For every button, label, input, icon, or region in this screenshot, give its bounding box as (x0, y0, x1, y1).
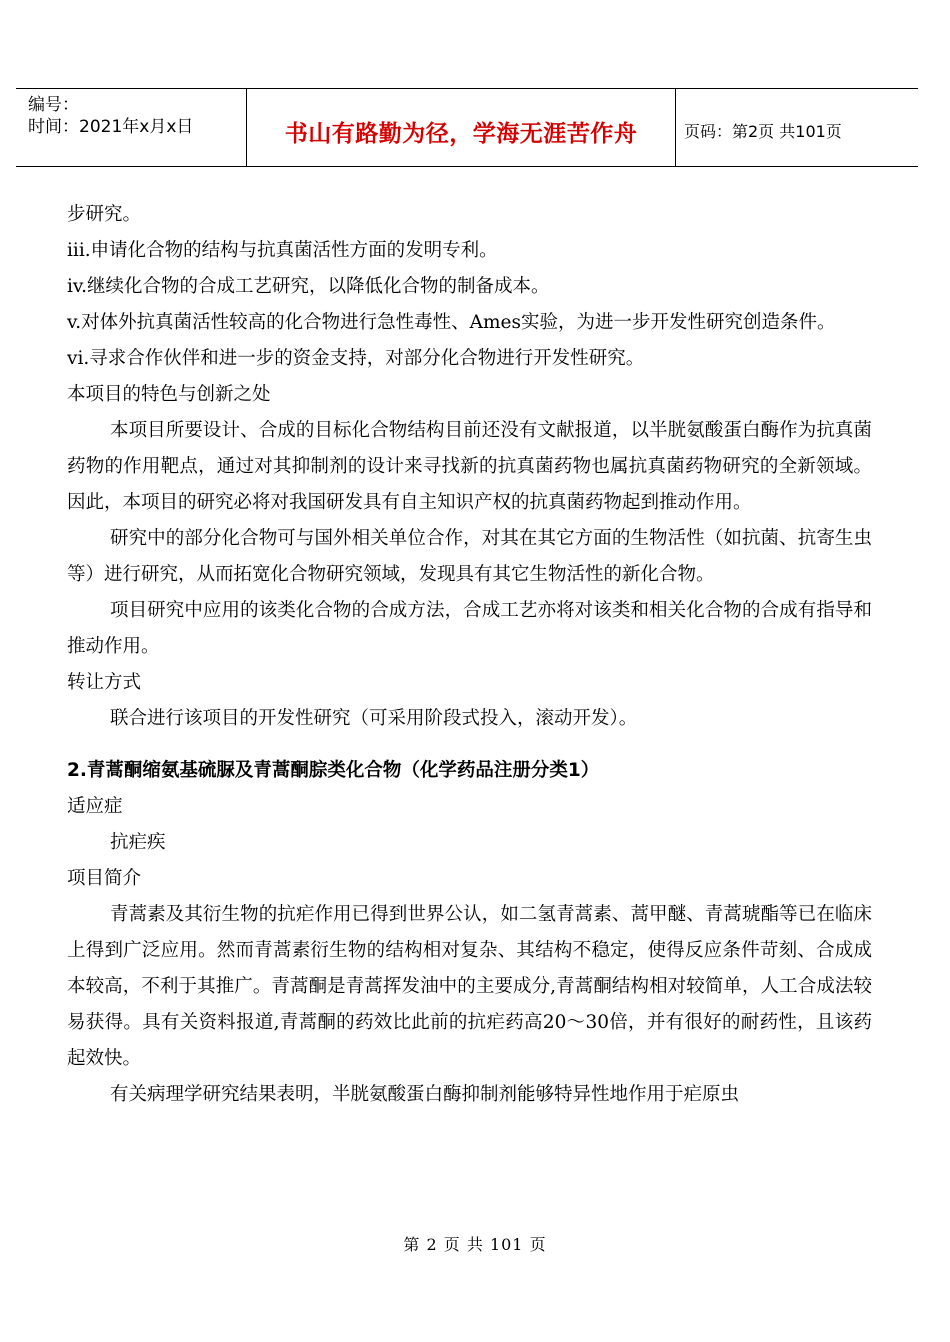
paragraph: 联合进行该项目的开发性研究（可采用阶段式投入，滚动开发）。 (110, 708, 638, 729)
header-page-info: 页码：第2页 共101页 (684, 122, 842, 141)
header-left-cell (16, 89, 246, 166)
paragraph: 项目研究中应用的该类化合物的合成方法，合成工艺亦将对该类和相关化合物的合成有指导和推动作用。 (67, 600, 872, 657)
document-body (67, 197, 872, 1113)
list-item: vi.寻求合作伙伴和进一步的资金支持，对部分化合物进行开发性研究。 (67, 348, 645, 369)
page-footer: 第 2 页 共 101 页 (403, 1235, 547, 1254)
project-title: 2.青蒿酮缩氨基硫脲及青蒿酮腙类化合物（化学药品注册分类1） (67, 760, 600, 781)
header-right-cell (676, 89, 918, 166)
list-item: iii.申请化合物的结构与抗真菌活性方面的发明专利。 (67, 240, 498, 261)
section-heading: 转让方式 (67, 672, 142, 693)
section-heading: 项目简介 (67, 868, 142, 889)
paragraph: 青蒿素及其衍生物的抗疟作用已得到世界公认，如二氢青蒿素、蒿甲醚、青蒿琥酯等已在临床上得到广泛应用。然而青蒿素衍生物的结构相对复杂、其结构不稳定，使得反应条件苛刻、合成成本较高，不利于其推广。青蒿酮是青蒿挥发油中的主要成分,青蒿酮结构相对较简单，人工合成法较易获得。具有关资料报道,青蒿酮的药效比此前的抗疟药高20～30倍，并有很好的耐药性，且该药起效快。 (67, 904, 872, 1069)
paragraph: 本项目所要设计、合成的目标化合物结构目前还没有文献报道，以半胱氨酸蛋白酶作为抗真菌药物的作用靶点，通过对其抑制剂的设计来寻找新的抗真菌药物也属抗真菌药物研究的全新领域。因此，本项目的研究必将对我国研发具有自主知识产权的抗真菌药物起到推动作用。 (67, 420, 872, 513)
list-item: iv.继续化合物的合成工艺研究，以降低化合物的制备成本。 (67, 276, 550, 297)
section-heading: 适应症 (67, 796, 123, 817)
header-center-cell (246, 89, 676, 166)
paragraph: 抗疟疾 (110, 832, 166, 853)
document-time-label: 时间：2021年x月x日 (28, 117, 194, 137)
section-heading: 本项目的特色与创新之处 (67, 384, 271, 405)
paragraph: 有关病理学研究结果表明，半胱氨酸蛋白酶抑制剂能够特异性地作用于疟原虫 (110, 1084, 740, 1105)
header-table (16, 88, 918, 167)
document-number-label: 编号： (28, 95, 79, 115)
header-motto: 书山有路勤为径，学海无涯苦作舟 (284, 121, 638, 147)
paragraph: 步研究。 (67, 204, 142, 225)
list-item: v.对体外抗真菌活性较高的化合物进行急性毒性、Ames实验，为进一步开发性研究创造条件。 (67, 312, 836, 333)
paragraph: 研究中的部分化合物可与国外相关单位合作，对其在其它方面的生物活性（如抗菌、抗寄生虫等）进行研究，从而拓宽化合物研究领域，发现具有其它生物活性的新化合物。 (67, 528, 872, 585)
spacer (67, 737, 872, 753)
